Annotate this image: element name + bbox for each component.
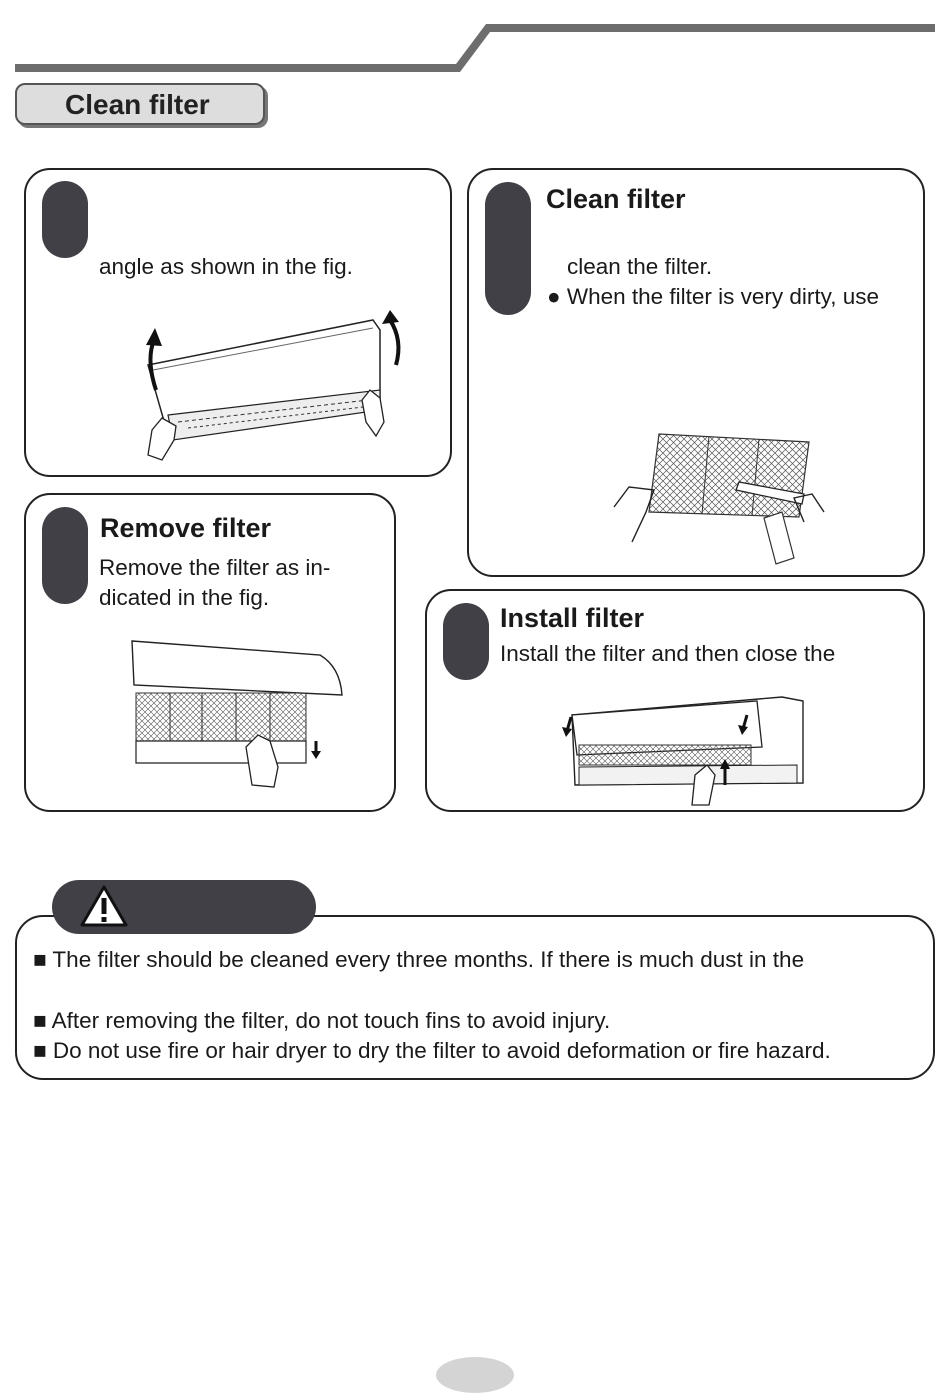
step-marker <box>485 182 531 315</box>
step-clean-filter-box <box>467 168 925 577</box>
page-number-oval <box>436 1357 514 1393</box>
section-title-pill <box>15 83 265 125</box>
step-text-line: dicated in the fig. <box>99 585 270 610</box>
step-text-line: Remove the filter as in- <box>99 555 331 580</box>
install-filter-illustration <box>557 695 807 805</box>
caution-line: ■ Do not use fire or hair dryer to dry the filter to avoid deformation or fire hazard. <box>33 1038 831 1063</box>
clean-filter-illustration <box>614 432 834 567</box>
open-panel-illustration <box>118 310 388 470</box>
caution-line: ■ After removing the filter, do not touch fins to avoid injury. <box>33 1008 611 1033</box>
step-text-line: angle as shown in the fig. <box>99 254 353 279</box>
remove-filter-illustration <box>130 637 350 792</box>
step-open-panel-box <box>24 168 452 477</box>
step-remove-filter-box <box>24 493 396 812</box>
step-heading: Clean filter <box>546 184 686 214</box>
step-text-line: ● When the filter is very dirty, use <box>547 284 880 309</box>
step-text-line: clean the filter. <box>567 254 713 279</box>
step-marker <box>42 507 88 604</box>
step-marker <box>42 181 88 258</box>
warning-triangle-icon <box>79 884 129 928</box>
step-heading: Install filter <box>500 603 645 633</box>
step-install-filter-box <box>425 589 925 812</box>
caution-tab <box>52 880 316 934</box>
step-text-line: Install the filter and then close the <box>500 641 836 666</box>
section-title: Clean filter <box>65 89 210 120</box>
caution-line: ■ The filter should be cleaned every three months. If there is much dust in the <box>33 947 805 972</box>
step-marker <box>443 603 489 680</box>
step-heading: Remove filter <box>100 513 272 543</box>
header-bar <box>0 0 950 80</box>
